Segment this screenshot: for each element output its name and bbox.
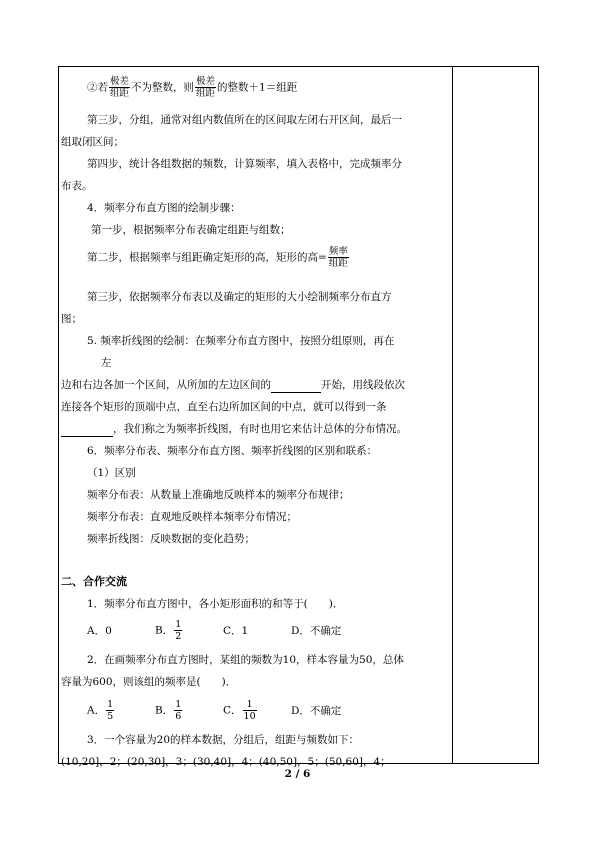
histogram-step2: 第二步，根据频率与组距确定矩形的高，矩形的高= $\frac{\text{频率}}{\text{组距}}$ [87, 246, 348, 269]
q2-option-d[interactable]: D．不确定 [291, 704, 342, 717]
q1-option-b[interactable]: B． $\frac{1}{2}$ [155, 619, 182, 642]
fraction-range-over-width-2: $\frac{\text{极差}}{\text{组距}}$ [196, 76, 216, 99]
histogram-step3-line2: 图； [61, 313, 82, 325]
fraction-range-over-width: $\frac{\text{极差}}{\text{组距}}$ [110, 76, 130, 99]
item5-line5: ，我们称之为频率折线图，有时也用它来估计总体的分布情况。 [61, 422, 449, 437]
condition-mid: 不为整数，则 [131, 81, 195, 94]
q2-option-c[interactable]: C． $\frac{1}{10}$ [223, 699, 256, 722]
step-condition [87, 76, 475, 99]
item5-line3: 边和右边各加一个区间，从所加的左边区间的 开始，用线段依次 [61, 379, 405, 391]
q1-option-a[interactable]: A．0 [87, 624, 112, 637]
fill-blank-1[interactable] [271, 378, 321, 393]
question-1-stem: 1．频率分布直方图中，各小矩形面积的和等于( )． [87, 598, 344, 610]
step3-line2: 组取闭区间； [61, 136, 124, 148]
item4-heading: 4．频率分布直方图的绘制步骤： [87, 202, 241, 214]
difference-histogram: 频率分布表：直观地反映样本频率分布情况； [87, 511, 297, 523]
item6-heading: 6．频率分布表、频率分布直方图、频率折线图的区别和联系： [87, 445, 378, 457]
step4-line1: 第四步，统计各组数据的频数，计算频率，填入表格中，完成频率分 [87, 158, 402, 170]
question-2-stem-line2: 容量为600，则该组的频率是( )． [61, 676, 237, 688]
step3-line1: 第三步，分组，通常对组内数值所在的区间取左闭右开区间，最后一 [87, 114, 402, 126]
item5-line1: 5. 频率折线图的绘制：在频率分布直方图中，按照分组原则，再在 [87, 335, 395, 347]
fraction-frequency-over-width: $\frac{\text{频率}}{\text{组距}}$ [328, 246, 348, 269]
question-3-data: (10,20]，2；(20,30]，3；(30,40]，4；(40,50]，5；(50,60]，4； [61, 756, 391, 768]
step4-line2: 布表。 [61, 180, 93, 192]
q1-option-d[interactable]: D．不确定 [291, 624, 342, 637]
q2-option-b[interactable]: B． $\frac{1}{6}$ [155, 699, 182, 722]
histogram-step1: 第一步，根据频率分布表确定组距与组数； [91, 224, 291, 236]
condition-tail: 的整数＋1＝组距 [217, 81, 298, 94]
question-3-stem: 3．一个容量为20的样本数据，分组后，组距与频数如下： [87, 734, 360, 746]
difference-title: （1）区别 [87, 467, 136, 479]
question-2-options [87, 699, 475, 722]
difference-table: 频率分布表：从数量上准确地反映样本的频率分布规律； [87, 489, 350, 501]
q2-option-a[interactable]: A． $\frac{1}{5}$ [87, 699, 114, 722]
question-2-stem-line1: 2．在画频率分布直方图时，某组的频数为10，样本容量为50，总体 [87, 654, 404, 666]
fill-blank-2[interactable] [61, 422, 113, 437]
page-number: 2 / 6 [284, 768, 311, 780]
histogram-step3-line1: 第三步，依据频率分布表以及确定的矩形的大小绘制频率分布直方 [87, 291, 392, 303]
condition-label: ②若 [87, 81, 108, 94]
difference-polygon: 频率折线图：反映数据的变化趋势； [87, 533, 255, 545]
item5-line2: 左 [101, 357, 112, 369]
item5-line4: 连接各个矩形的顶端中点，直至右边所加区间的中点，就可以得到一条 [61, 401, 387, 413]
q1-option-c[interactable]: C．1 [223, 624, 249, 637]
question-1-options [87, 619, 475, 642]
section-heading-cooperation: 二、合作交流 [61, 575, 127, 588]
